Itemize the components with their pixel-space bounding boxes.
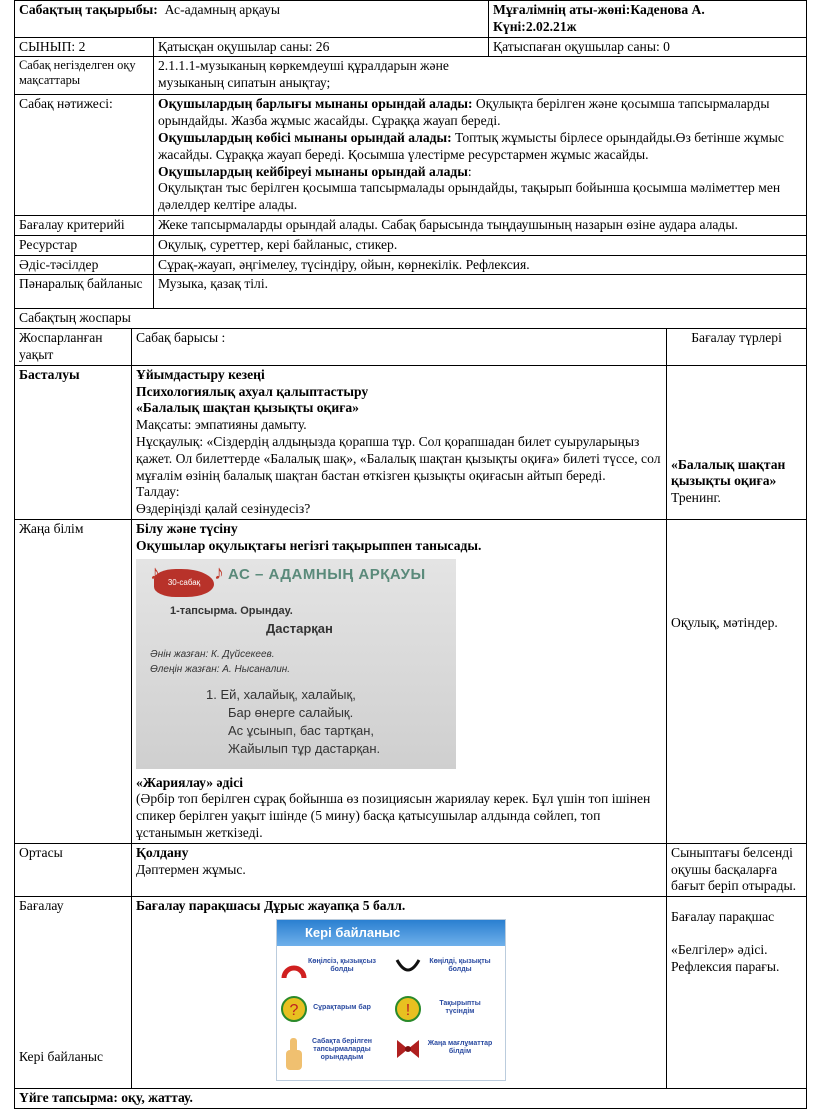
- evaluation-assess-line: Бағалау парақшас: [671, 909, 775, 925]
- results-some-text: Оқулықтан тыс берілген қосымша тапсырмалады орындайды, тақырып бойынша қосымша мәліметтер мен дәлелдер келтіре алады.: [158, 180, 781, 213]
- start-assess: [667, 365, 807, 519]
- feedback-image: [276, 919, 506, 1081]
- results-most: [158, 130, 802, 164]
- start-line: Мақсаты: эмпатияны дамыту.: [136, 417, 307, 433]
- book-verse: 1. Ей, халайық, халайық,: [206, 686, 356, 702]
- evaluation-assess: [667, 897, 807, 1089]
- feedback-item: Көңілсіз, қызықсыз болды: [307, 957, 377, 973]
- book-verse: Бар өнерге салайық.: [228, 704, 354, 720]
- goals-row: [15, 57, 807, 95]
- new-knowledge-content: [132, 519, 667, 843]
- start-assess-text: Тренинг.: [671, 490, 721, 506]
- methods-row: [15, 255, 807, 275]
- feedback-item: Тақырыпты түсіндім: [439, 999, 481, 1015]
- music-note-icon: ♪: [150, 561, 160, 584]
- interdisciplinary-row: [15, 275, 807, 309]
- evaluation-label-cell: [15, 897, 132, 1089]
- feedback-item: Сұрақтарым бар: [313, 1003, 371, 1011]
- feedback-title: Кері байланыс: [277, 920, 505, 946]
- start-line: Ұйымдастыру кезеңі: [136, 366, 265, 382]
- topic-value: Ас-адамның арқауы: [164, 2, 280, 17]
- homework-row: [15, 1088, 807, 1108]
- evaluation-label: Бағалау: [19, 898, 64, 914]
- grade: СЫНЫП: 2: [15, 37, 154, 57]
- results-all-bold: Оқушылардың барлығы мынаны орындай алады:: [158, 96, 473, 112]
- new-knowledge-assess: Оқулық, мәтіндер.: [667, 519, 807, 843]
- nk-method-title: «Жариялау» әдісі: [136, 774, 244, 790]
- book-verse: Жайылып тұр дастарқан.: [228, 740, 381, 756]
- nk-line: Оқушылар оқулықтағы негізгі тақырыппен танысады.: [136, 537, 482, 553]
- thumbs-up-icon: [281, 1036, 307, 1072]
- book-verse: Ас ұсынып, бас тартқан,: [228, 722, 375, 738]
- col-assess: Бағалау түрлері: [667, 329, 807, 366]
- col-process: Сабақ барысы :: [132, 329, 667, 366]
- feedback-item: Көңілді, қызықты болды: [429, 957, 491, 973]
- feedback-item: Сабақта берілген тапсырмаларды орындадым: [312, 1037, 372, 1061]
- book-composer: Әнін жазған: К. Дүйсекеев.: [150, 648, 275, 660]
- topic-cell: [15, 1, 489, 38]
- start-line: Нұсқаулық: «Сіздердің алдыңызда қорапша тұр. Сол қорапшадан билет суыруларыңыз қажет. Ол билеттерде «Балалық шақ», «Балалық шақтан қызықты оқиға» билеті түссе, сол мұғалім өзінің балалық шақтан бастан өткізген қызықты оқиғасын айтып береді.: [136, 433, 661, 483]
- exclamation-icon: [395, 996, 421, 1022]
- results-value: [154, 95, 807, 216]
- resources-row: [15, 235, 807, 255]
- evaluation-assess-line: «Белгілер» әдісі. Рефлексия парағы.: [671, 941, 780, 974]
- question-icon: [281, 996, 307, 1022]
- middle-assess: Сыныптағы белсенді оқушы басқаларға бағыт беріп отырады.: [667, 843, 807, 896]
- col-time: Жоспарланған уақыт: [15, 329, 132, 366]
- music-note-icon: ♪: [214, 561, 224, 584]
- teacher-cell: [489, 1, 807, 38]
- interdisciplinary-label: Пәнаралық байланыс: [15, 275, 154, 309]
- start-content: [132, 365, 667, 519]
- goals-label: Сабақ негізделген оқу мақсаттары: [15, 57, 154, 95]
- results-some-bold: Оқушылардың кейбіреуі мынаны орындай алады: [158, 163, 468, 179]
- evaluation-row: [15, 897, 807, 1089]
- middle-content: [132, 843, 667, 896]
- start-line: Талдау:: [136, 484, 180, 500]
- class-row: [15, 37, 807, 57]
- book-poet: Өлеңін жазған: А. Нысаналин.: [150, 663, 291, 675]
- start-line: Өздеріңізді қалай сезінудесіз?: [136, 501, 311, 517]
- topic-label: Сабақтың тақырыбы:: [19, 2, 158, 17]
- start-line: Психологиялық ахуал қалыптастыру: [136, 383, 369, 399]
- evaluation-line: Бағалау парақшасы Дұрыс жауапқа 5 балл.: [136, 898, 406, 914]
- start-row: [15, 365, 807, 519]
- plan-title: Сабақтың жоспары: [15, 309, 807, 329]
- bow-icon: [395, 1036, 421, 1062]
- svg-text:?: ?: [289, 1001, 299, 1019]
- plan-header-row: [15, 329, 807, 366]
- goals-line: 2.1.1.1-музыканың көркемдеуші құралдарын және: [158, 58, 449, 74]
- methods-value: Сұрақ-жауап, әңгімелеу, түсіндіру, ойын, көрнекілік. Рефлексия.: [154, 255, 807, 275]
- header-row: [15, 1, 807, 38]
- lesson-badge: 30-сабақ: [154, 569, 214, 597]
- lesson-plan-table: [14, 0, 807, 1109]
- teacher-line: Мұғалімнің аты-жөні:Каденова А.: [493, 2, 705, 17]
- criteria-value: Жеке тапсырмаларды орындай алады. Сабақ барысында тыңдаушының назарын өзіне аудара алады.: [154, 215, 807, 235]
- start-label: Басталуы: [15, 365, 132, 519]
- frown-icon: [281, 956, 307, 982]
- criteria-row: [15, 215, 807, 235]
- new-knowledge-row: [15, 519, 807, 843]
- lesson-plan: [14, 0, 806, 1109]
- interdisciplinary-value: Музыка, қазақ тілі.: [154, 275, 807, 309]
- plan-title-row: [15, 309, 807, 329]
- middle-line: Дәптермен жұмыс.: [136, 861, 246, 877]
- goals-value: [154, 57, 807, 95]
- date-line: Күні:2.02.21ж: [493, 18, 577, 34]
- absent-count: Қатыспаған оқушылар саны: 0: [489, 37, 807, 57]
- results-some: [158, 164, 802, 181]
- textbook-image: [136, 559, 456, 769]
- new-knowledge-label: Жаңа білім: [15, 519, 132, 843]
- results-row: [15, 95, 807, 216]
- book-task: 1-тапсырма. Орындау.: [170, 604, 293, 617]
- criteria-label: Бағалау критерийі: [15, 215, 154, 235]
- evaluation-content: [132, 897, 667, 1089]
- nk-line: Білу және түсіну: [136, 520, 238, 536]
- start-line: «Балалық шақтан қызықты оқиға»: [136, 400, 359, 416]
- present-count: Қатысқан оқушылар саны: 26: [154, 37, 489, 57]
- goals-line: музыканың сипатын анықтау;: [158, 75, 331, 91]
- feedback-item: Жаңа мағлұматтар білдім: [427, 1039, 493, 1055]
- results-all-text: Оқулықта берілген және қосымша тапсырмаларды орындайды. Жазба жұмыс жасайды. Сұраққа жауап береді.: [158, 96, 770, 129]
- resources-label: Ресурстар: [15, 235, 154, 255]
- start-assess-bold: «Балалық шақтан қызықты оқиға»: [671, 456, 786, 489]
- svg-text:!: !: [405, 1001, 411, 1019]
- book-title: АС – АДАМНЫҢ АРҚАУЫ: [228, 565, 426, 583]
- methods-label: Әдіс-тәсілдер: [15, 255, 154, 275]
- middle-label: Ортасы: [15, 843, 132, 896]
- results-some-colon: :: [467, 163, 472, 179]
- results-all: [158, 96, 802, 130]
- smile-icon: [395, 954, 421, 980]
- homework: Үйге тапсырма: оқу, жаттау.: [15, 1088, 807, 1108]
- results-most-bold: Оқушылардың көбісі мынаны орындай алады:: [158, 129, 452, 145]
- nk-method-text: (Әрбір топ берілген сұрақ бойынша өз позициясын жариялау керек. Бұл үшін топ ішінен спикер берілген уақыт ішінде (5 мину) басқа қатысушылар алдында сөйлеп, топ ұстанымын жеткізеді.: [136, 791, 651, 840]
- results-most-text: Топтық жұмысты бірлесе орындайды.Өз бетінше жұмыс жасайды. Сұраққа жауап береді. Қосымша үлестірме ресурстармен жұмыс жасайды.: [158, 129, 784, 162]
- middle-row: [15, 843, 807, 896]
- feedback-label: Кері байланыс: [19, 1048, 104, 1064]
- results-label: Сабақ нәтижесі:: [15, 95, 154, 216]
- book-song: Дастарқан: [266, 620, 333, 636]
- middle-line: Қолдану: [136, 844, 189, 860]
- resources-value: Оқулық, суреттер, кері байланыс, стикер.: [154, 235, 807, 255]
